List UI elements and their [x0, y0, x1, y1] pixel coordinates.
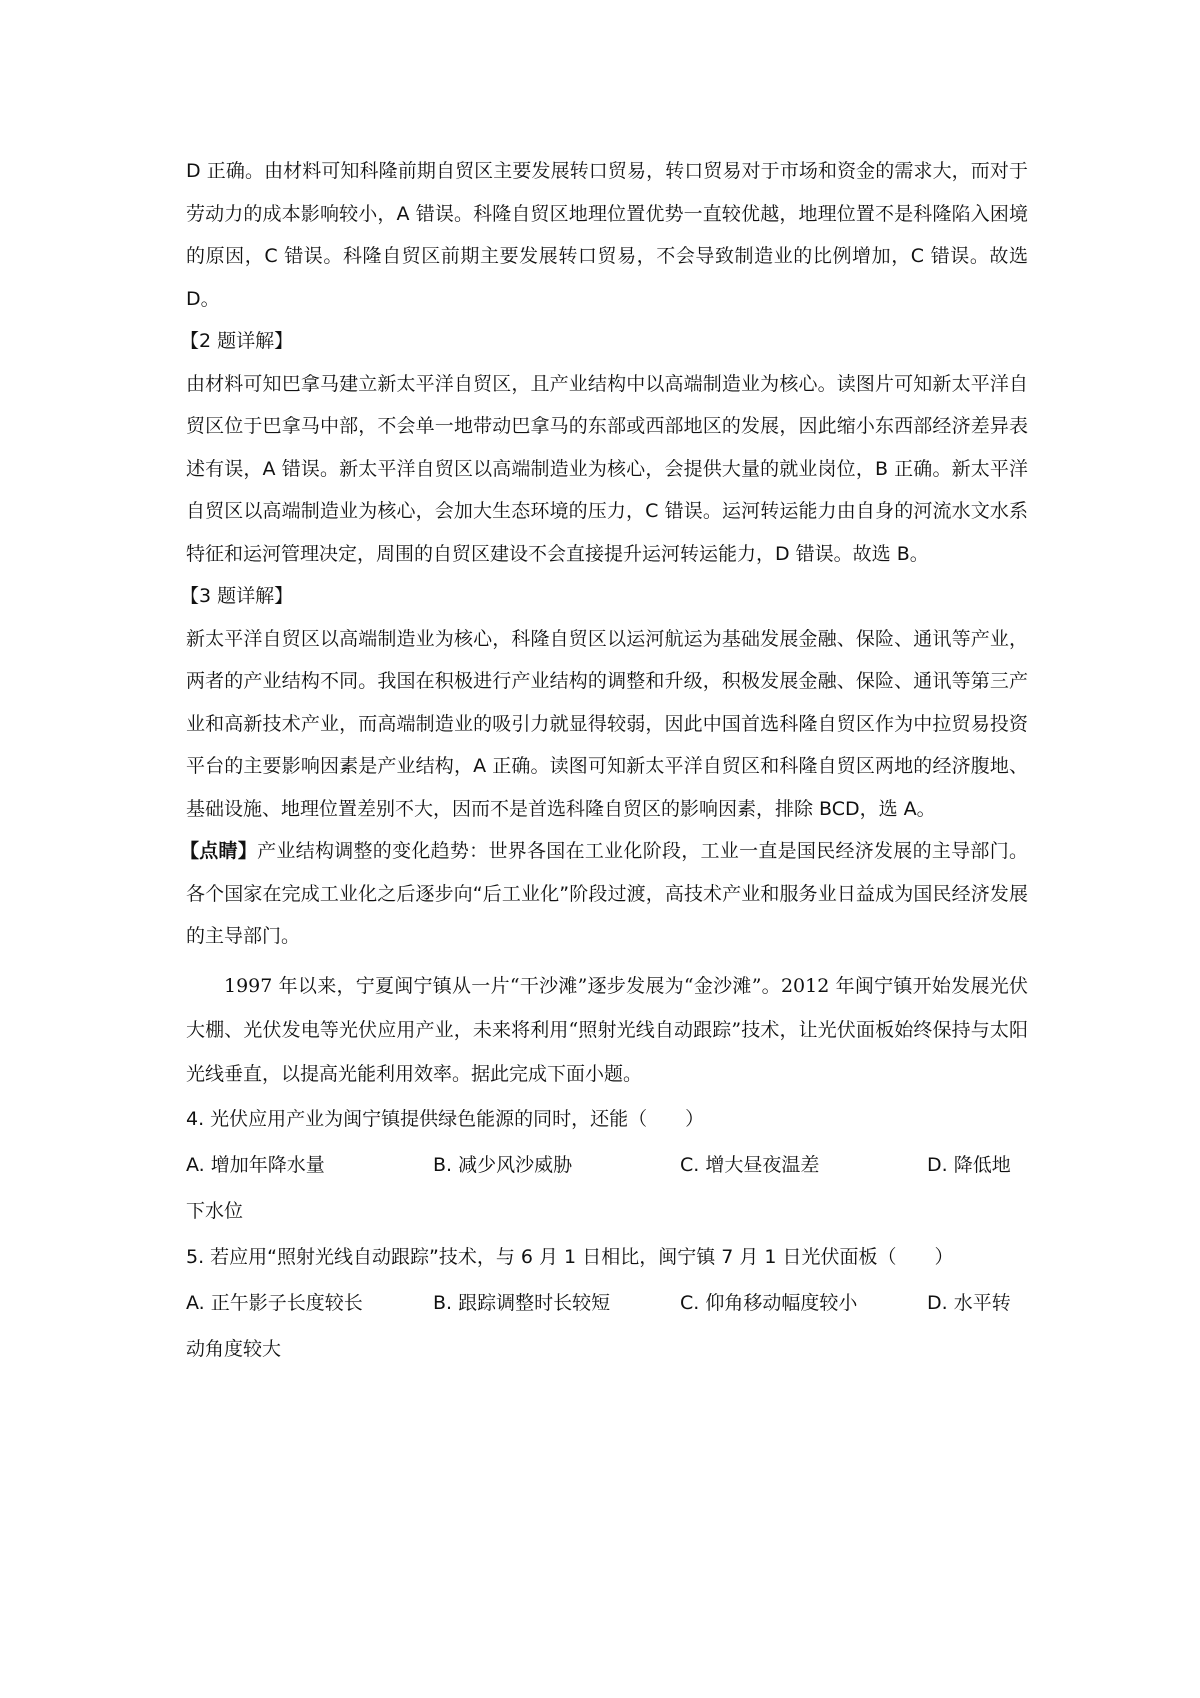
material-paragraph: 1997 年以来，宁夏闽宁镇从一片“干沙滩”逐步发展为“金沙滩”。2012 年闽宁镇开始发展光伏大棚、光伏发电等光伏应用产业，未来将利用“照射光线自动跟踪”技术，让光伏面板始终保持与太阳光线垂直，以提高光能利用效率。据此完成下面小题。 [186, 974, 1028, 1085]
question-4-options [186, 1142, 1028, 1188]
q2-detail-heading: 【2 题详解】 [180, 330, 294, 352]
q5-option-d: D. 水平转 [927, 1291, 1011, 1314]
answer-part1-text: D 正确。由材料可知科隆前期自贸区主要发展转口贸易，转口贸易对于市场和资金的需求大，而对于劳动力的成本影响较小，A 错误。科隆自贸区地理位置优势一直较优越，地理位置不是科隆陷入困境的原因，C 错误。科隆自贸区前期主要发展转口贸易，不会导致制造业的比例增加，C 错误。故选 D。 [186, 160, 1028, 310]
question-5-options [186, 1280, 1028, 1326]
q2-detail-text: 由材料可知巴拿马建立新太平洋自贸区，且产业结构中以高端制造业为核心。读图片可知新太平洋自贸区位于巴拿马中部，不会单一地带动巴拿马的东部或西部地区的发展，因此缩小东西部经济差异表述有误，A 错误。新太平洋自贸区以高端制造业为核心，会提供大量的就业岗位，B 正确。新太平洋自贸区以高端制造业为核心，会加大生态环境的压力，C 错误。运河转运能力由自身的河流水文水系特征和运河管理决定，周围的自贸区建设不会直接提升运河转运能力，D 错误。故选 B。 [186, 372, 1028, 565]
q5-option-b: B. 跟踪调整时长较短 [433, 1291, 611, 1314]
q5-option-d-continued: 动角度较大 [186, 1337, 282, 1360]
q3-detail-heading: 【3 题详解】 [180, 585, 294, 607]
question-5-stem: 5. 若应用“照射光线自动跟踪”技术，与 6 月 1 日相比，闽宁镇 7 月 1 日光伏面板（ ） [186, 1245, 954, 1268]
q5-option-a: A. 正午影子长度较长 [186, 1291, 363, 1314]
q4-option-d: D. 降低地 [927, 1153, 1011, 1176]
key-point-paragraph [180, 830, 1028, 958]
question-4-stem: 4. 光伏应用产业为闽宁镇提供绿色能源的同时，还能（ ） [186, 1107, 705, 1130]
key-point-label: 【点睛】 [180, 840, 258, 862]
q4-option-d-continued: 下水位 [186, 1199, 244, 1222]
q4-option-c: C. 增大昼夜温差 [680, 1153, 820, 1176]
q4-option-a: A. 增加年降水量 [186, 1153, 325, 1176]
key-point-text: 产业结构调整的变化趋势：世界各国在工业化阶段，工业一直是国民经济发展的主导部门。各个国家在完成工业化之后逐步向“后工业化”阶段过渡，高技术产业和服务业日益成为国民经济发展的主导部门。 [186, 840, 1028, 947]
q5-option-c: C. 仰角移动幅度较小 [680, 1291, 858, 1314]
q4-option-b: B. 减少风沙威胁 [433, 1153, 573, 1176]
q3-detail-text: 新太平洋自贸区以高端制造业为核心，科隆自贸区以运河航运为基础发展金融、保险、通讯等产业，两者的产业结构不同。我国在积极进行产业结构的调整和升级，积极发展金融、保险、通讯等第三产业和高新技术产业，而高端制造业的吸引力就显得较弱，因此中国首选科隆自贸区作为中拉贸易投资平台的主要影响因素是产业结构，A 正确。读图可知新太平洋自贸区和科隆自贸区两地的经济腹地、基础设施、地理位置差别不大，因而不是首选科隆自贸区的影响因素，排除 BCD，选 A。 [186, 627, 1028, 820]
document-page [180, 150, 1028, 1372]
